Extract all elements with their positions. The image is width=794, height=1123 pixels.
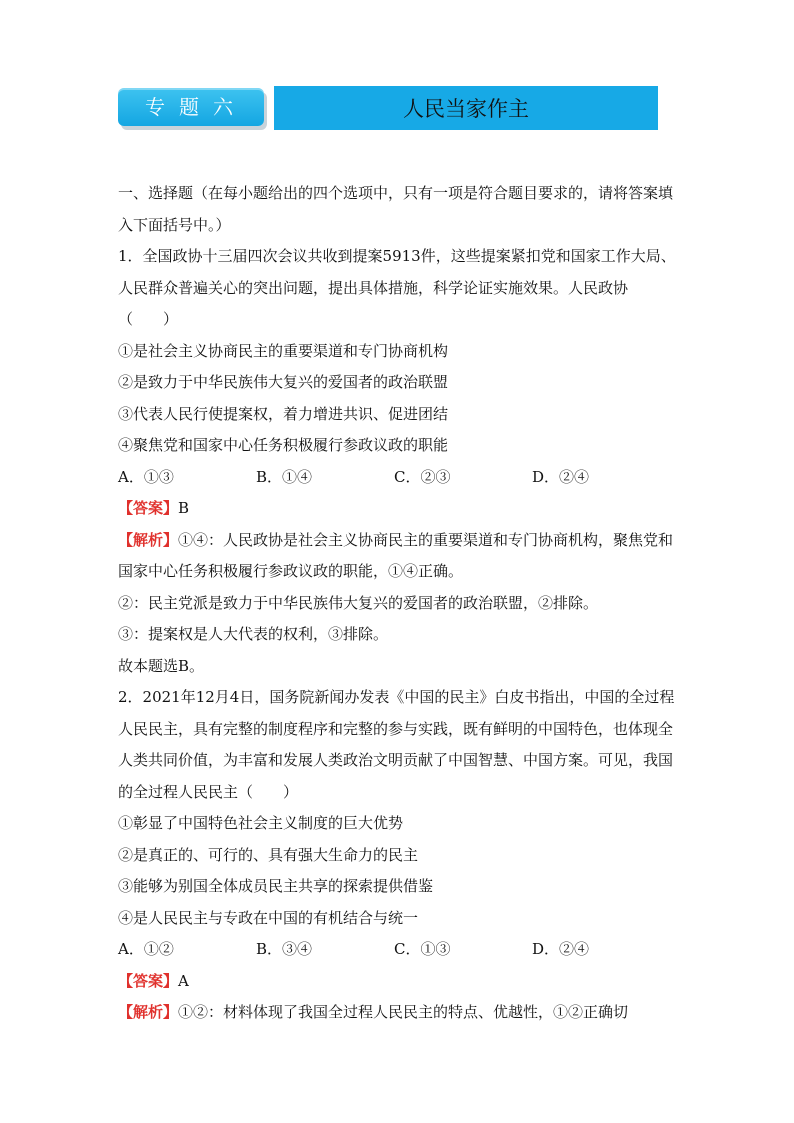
question-1-conclusion: 故本题选B。: [118, 656, 205, 675]
question-2-statement-4: ④是人民民主与专政在中国的有机结合与统一: [118, 908, 419, 927]
question-2-option-b: B．③④: [256, 940, 313, 958]
question-1-stem: 1．全国政协十三届四次会议共收到提案5913件，这些提案紧扣党和国家工作大局、人民群众普遍关心的突出问题，提出具体措施，科学论证实施效果。人民政协（ ）: [118, 247, 676, 328]
question-1-analysis-2: ②：民主党派是致力于中华民族伟大复兴的爱国者的政治联盟，②排除。: [118, 593, 599, 612]
question-1-answer: [118, 493, 678, 525]
question-1-analysis-3: ③：提案权是人大代表的权利，③排除。: [118, 625, 389, 643]
question-2-options: [118, 934, 678, 966]
analysis-text: ①④：人民政协是社会主义协商民主的重要渠道和专门协商机构，聚焦党和国家中心任务积极履行参政议政的职能，①④正确。: [118, 530, 674, 580]
question-2-statement-2: ②是真正的、可行的、具有强大生命力的民主: [118, 845, 419, 864]
question-1-statement-4: ④聚焦党和国家中心任务积极履行参政议政的职能: [118, 436, 449, 454]
question-2-statement-3: ③能够为别国全体成员民主共享的探索提供借鉴: [118, 877, 434, 895]
question-1-option-b: B．①④: [256, 467, 313, 486]
answer-label: 【答案】: [118, 971, 179, 990]
question-1-statement-3: ③代表人民行使提案权，着力增进共识、促进团结: [118, 404, 449, 423]
question-1-option-d: D．②④: [532, 467, 590, 486]
question-2-stem: 2．2021年12月4日，国务院新闻办发表《中国的民主》白皮书指出，中国的全过程人民民主，具有完整的制度程序和完整的参与实践，既有鲜明的中国特色，也体现全人类共同价值，为丰富和发展人类政治文明贡献了中国智慧、中国方案。可见，我国的全过程人民民主（ ）: [118, 688, 675, 801]
question-1-options: [118, 462, 678, 494]
question-1-statement-1: ①是社会主义协商民主的重要渠道和专门协商机构: [118, 341, 449, 360]
analysis-label: 【解析】: [118, 530, 179, 549]
question-2-option-c: C．①③: [394, 940, 451, 958]
topic-title: 人民当家作主: [274, 86, 658, 130]
question-1-analysis-1: [118, 525, 678, 588]
question-2-answer: [118, 966, 678, 998]
answer-label: 【答案】: [118, 499, 179, 517]
document-body: [118, 178, 678, 1029]
answer-value: B: [178, 499, 190, 517]
analysis-text: ①②：材料体现了我国全过程人民民主的特点、优越性，①②正确切: [178, 1003, 629, 1021]
topic-header: [118, 86, 658, 130]
analysis-label: 【解析】: [118, 1003, 179, 1021]
question-1-statement-2: ②是致力于中华民族伟大复兴的爱国者的政治联盟: [118, 373, 449, 391]
question-2-option-d: D．②④: [532, 940, 590, 958]
section-intro: 一、选择题（在每小题给出的四个选项中，只有一项是符合题目要求的，请将答案填入下面括号中。）: [118, 184, 674, 234]
question-1-option-c: C．②③: [394, 467, 451, 486]
topic-tag: 专题六: [118, 88, 264, 126]
question-2-option-a: A．①②: [118, 940, 174, 958]
answer-value: A: [178, 971, 189, 990]
question-1-option-a: A．①③: [118, 467, 174, 486]
question-2-statement-1: ①彰显了中国特色社会主义制度的巨大优势: [118, 814, 404, 832]
question-2-analysis-1: [118, 997, 678, 1029]
